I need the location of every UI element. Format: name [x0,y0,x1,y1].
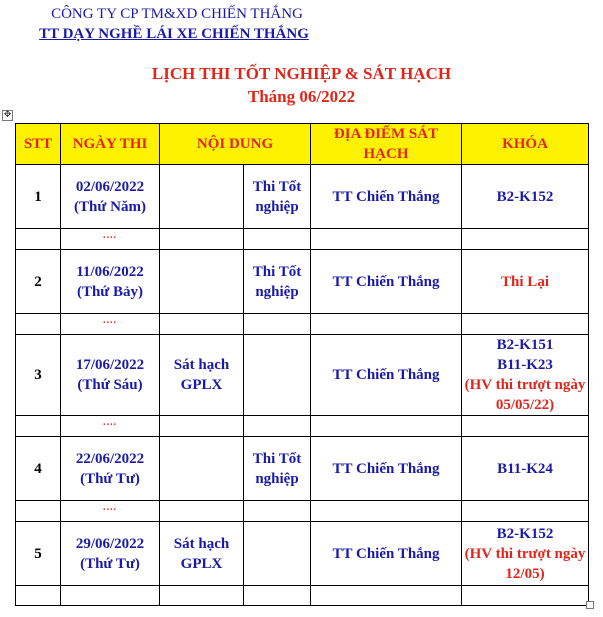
cell-date [61,335,160,416]
header-content: NỘI DUNG [160,124,311,165]
empty-cell [160,586,244,606]
separator-cell [462,501,589,522]
cell-content-left [160,437,244,501]
cell-date [61,250,160,314]
table-row [16,165,589,229]
cell-date [61,165,160,229]
document-subtitle: Tháng 06/2022 [247,87,356,106]
separator-cell [244,314,311,335]
cell-stt: 4 [16,437,61,501]
empty-end-row [16,586,589,606]
cell-stt: 3 [16,335,61,416]
cell-line: (HV thi trượt ngày 05/05/22) [464,377,586,413]
separator-row [16,416,589,437]
company-name: CÔNG TY CP TM&XD CHIẾN THẮNG [51,6,303,22]
table-resize-handle[interactable] [586,601,594,609]
separator-cell [16,314,61,335]
document-title: LỊCH THI TỐT NGHIỆP & SÁT HẠCH [151,64,452,83]
cell-course [462,437,589,501]
separator-cell [311,229,462,250]
separator-dots: .... [61,229,160,250]
cell-date [61,522,160,586]
empty-cell [16,586,61,606]
table-row [16,437,589,501]
cell-line: (HV thi trượt ngày 12/05) [464,545,586,582]
separator-cell [462,314,589,335]
cell-content-left: Sát hạch GPLX [160,335,244,416]
cell-line: (Thứ Sáu) [77,377,143,393]
separator-row [16,314,589,335]
header-course: KHÓA [462,124,589,165]
cell-line: 02/06/2022 [75,178,145,195]
cell-content-left [160,165,244,229]
cell-course [462,165,589,229]
cell-stt: 2 [16,250,61,314]
cell-content-right: Thi Tốt nghiệp [244,250,311,314]
schedule-table [15,123,589,606]
cell-date [61,437,160,501]
separator-dots: .... [61,416,160,437]
cell-location: TT Chiến Thắng [311,335,462,416]
cell-content-right [244,522,311,586]
cell-location: TT Chiến Thắng [311,522,462,586]
separator-cell [311,314,462,335]
cell-line: 11/06/2022 [76,263,144,280]
cell-stt: 1 [16,165,61,229]
table-move-handle-icon[interactable]: ✥ [3,110,12,120]
separator-cell [16,229,61,250]
cell-line: 29/06/2022 [75,535,145,552]
separator-row [16,501,589,522]
cell-line: (Thứ Tư) [80,470,140,487]
cell-course [462,250,589,314]
cell-line: B2-K152 [496,188,554,205]
cell-line: (Thứ Bảy) [76,283,144,300]
cell-course [462,522,589,586]
cell-content-right [244,335,311,416]
separator-cell [311,501,462,522]
empty-cell [462,586,589,606]
separator-cell [160,314,244,335]
separator-cell [244,501,311,522]
cell-location: TT Chiến Thắng [311,165,462,229]
table-row [16,250,589,314]
cell-location: TT Chiến Thắng [311,437,462,501]
cell-line: (Thứ Tư) [80,555,140,572]
cell-line: (Thứ Năm) [74,198,146,215]
table-row [16,522,589,586]
cell-content-left [160,250,244,314]
cell-content-right: Thi Tốt nghiệp [244,165,311,229]
separator-cell [16,416,61,437]
cell-line: 17/06/2022 [75,357,145,373]
empty-cell [311,586,462,606]
header-stt: STT [16,124,61,165]
separator-cell [160,416,244,437]
cell-course [462,335,589,416]
separator-cell [160,229,244,250]
table-row [16,335,589,416]
cell-line: Thi Lại [501,273,549,290]
separator-cell [462,229,589,250]
separator-row [16,229,589,250]
empty-cell [61,586,160,606]
cell-line: B11-K23 [497,357,553,373]
cell-line: B11-K24 [497,460,553,477]
header-location: ĐỊA ĐIỂM SÁT HẠCH [311,124,462,165]
header-date: NGÀY THI [61,124,160,165]
separator-cell [462,416,589,437]
separator-cell [244,416,311,437]
cell-content-left: Sát hạch GPLX [160,522,244,586]
separator-cell [244,229,311,250]
separator-cell [311,416,462,437]
separator-dots: .... [61,314,160,335]
table-header-row [16,124,589,165]
cell-line: B2-K152 [496,525,554,542]
separator-dots: .... [61,501,160,522]
center-name: TT DẠY NGHỀ LÁI XE CHIẾN THẮNG [39,26,309,42]
cell-stt: 5 [16,522,61,586]
cell-content-right: Thi Tốt nghiệp [244,437,311,501]
cell-line: 22/06/2022 [75,450,145,467]
separator-cell [16,501,61,522]
cell-line: B2-K151 [496,337,554,353]
separator-cell [160,501,244,522]
empty-cell [244,586,311,606]
cell-location: TT Chiến Thắng [311,250,462,314]
